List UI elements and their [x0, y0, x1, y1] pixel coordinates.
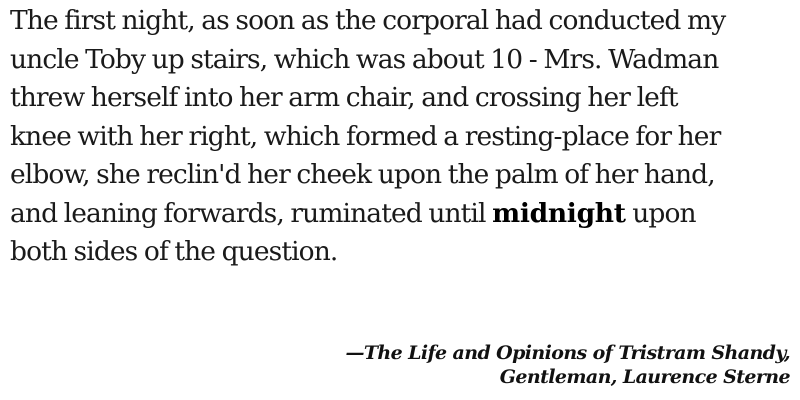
quote-line-segment: upon [625, 197, 696, 229]
emphasized-word: midnight [492, 197, 626, 229]
quote-line: both sides of the question. [10, 236, 338, 267]
quote-line [10, 195, 790, 234]
quote-line: elbow, she reclin'd her cheek upon the palm of her hand, [10, 159, 715, 190]
attribution-line: Gentleman, Laurence Sterne [499, 366, 790, 388]
quote-line: threw herself into her arm chair, and crossing her left [10, 82, 678, 113]
quote-attribution [345, 341, 790, 389]
quote-line: The first night, as soon as the corporal had conducted my [10, 5, 726, 36]
attribution-line: —The Life and Opinions of Tristram Shandy, [345, 342, 790, 364]
quote-line-segment: and leaning forwards, ruminated until [10, 197, 493, 229]
quote-text [10, 2, 790, 272]
quote-line: knee with her right, which formed a resting-place for her [10, 120, 721, 152]
quote-line: uncle Toby up stairs, which was about 10 - Mrs. Wadman [10, 43, 719, 75]
